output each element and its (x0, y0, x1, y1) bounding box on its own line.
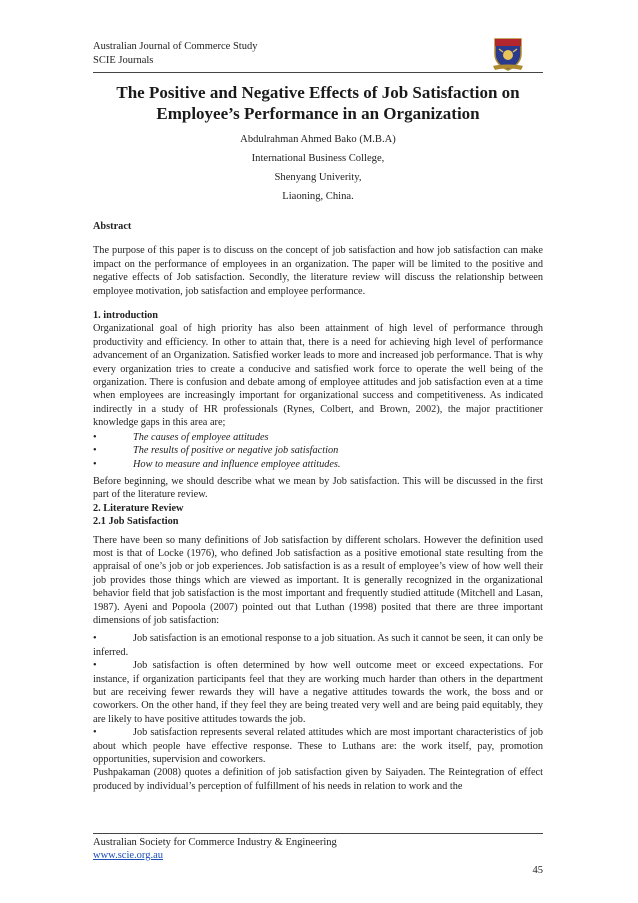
author-name: Abdulrahman Ahmed Bako (M.B.A) (240, 134, 396, 145)
abstract-heading: Abstract (93, 221, 132, 232)
bullet-icon: • (93, 431, 97, 443)
introduction-text: Organizational goal of high priority has also been attainment of high level of performance through productivity and efficiency. In other to attain that, there is a need for achieving high level of performance advancement of an Organization. Satisfied worker leads to more and increased job performance. That is why every organization tries to create a conducive and satisfied work force to operate the well being of the organization. There is confusion and debate among of employee attitudes and job satisfaction even at a time when employees are increasingly important for organizational success and competitiveness. As indicated indirectly in a study of HR professionals (Rynes, Colbert, and Brown, 2002), the major practitioner knowledge gaps in this area are; (93, 323, 543, 429)
publisher-name: SCIE Journals (93, 55, 154, 66)
job-satisfaction-subheading: 2.1 Job Satisfaction (93, 516, 179, 528)
society-name: Australian Society for Commerce Industry & Engineering (93, 837, 337, 848)
list-item: • Job satisfaction is often determined by how well outcome meet or exceed expectations. For instance, if organization participants feel that they are working much harder than others in the department but are receiving fewer rewards they will have a negative attitudes towards the work, the boss and or coworkers. On the other hand, if they feel they are being treated very well and are being paid equitably, they are likely to have positive attitudes towards the job. (93, 660, 543, 725)
bullet-icon: • (93, 660, 97, 672)
introduction-closing-text: Before beginning, we should describe what we mean by Job satisfaction. This will be discussed in the first part of the literature review. (93, 475, 543, 501)
paper-body (93, 220, 543, 793)
paper-title (93, 82, 543, 124)
bullet-icon: • (93, 633, 97, 645)
introduction-heading: 1. introduction (93, 310, 159, 322)
bullet-icon: • (93, 458, 97, 470)
literature-text: There have been so many definitions of Job satisfaction by different scholars. However the definition used most is that of Locke (1976), who defined Job satisfaction as a positive emotional state resulting from the appraisal of one’s job or job experiences. Job satisfaction is as a result of employee’s view of how well their job provides those things which are viewed as important. It is generally recognized in the organizational behavior field that job satisfaction is the most important and frequently studied attitude (Mitchell and Lasan, 1987). Ayeni and Popoola (2007) pointed out that Luthan (1998) posited that there are three important dimensions of job satisfaction: (93, 534, 543, 626)
list-item: • How to measure and influence employee attitudes. (93, 458, 341, 470)
introduction-bullet-list (93, 431, 543, 471)
title-line-2: Employee’s Performance in an Organization (156, 104, 480, 123)
author-block (93, 130, 543, 206)
page-footer (93, 833, 543, 876)
literature-closing-text: Pushpakaman (2008) quotes a definition of job satisfaction given by Saiyaden. The Reintegration of effect produced by individual’s perception of fulfillment of his needs in relation to work and the (93, 767, 543, 792)
list-item: • Job satisfaction is an emotional response to a job situation. As such it cannot be seen, it can only be inferred. (93, 633, 543, 658)
crest-logo-icon (491, 36, 525, 72)
list-item: • Job satisfaction represents several related attitudes which are most important characteristics of job about which people have effective response. These to Luthans are: the work itself, pay, promotion opportunities, supervision and coworkers. (93, 727, 543, 766)
bullet-icon: • (93, 727, 97, 739)
title-line-1: The Positive and Negative Effects of Job Satisfaction on (116, 83, 520, 102)
author-affiliation: International Business College, (251, 153, 385, 164)
bullet-icon: • (93, 445, 97, 457)
list-item: • The causes of employee attitudes (93, 431, 269, 443)
website-link[interactable]: www.scie.org.au (93, 850, 163, 861)
author-location: Liaoning, China. (282, 191, 354, 202)
list-item: • The results of positive or negative job satisfaction (93, 445, 339, 457)
literature-review-heading: 2. Literature Review (93, 502, 184, 514)
abstract-text: The purpose of this paper is to discuss on the concept of job satisfaction and how job satisfaction can make impact on the performance of employees in an organization. The paper will be limited to the positive and negative effects of Job satisfaction. Secondly, the literature review will discuss the relationship between employee motivation, job satisfaction and employee performance. (93, 245, 543, 297)
author-university: Shenyang Univerity, (274, 172, 362, 183)
journal-name: Australian Journal of Commerce Study (93, 41, 258, 52)
running-header (93, 40, 543, 73)
page-number: 45 (532, 865, 543, 876)
